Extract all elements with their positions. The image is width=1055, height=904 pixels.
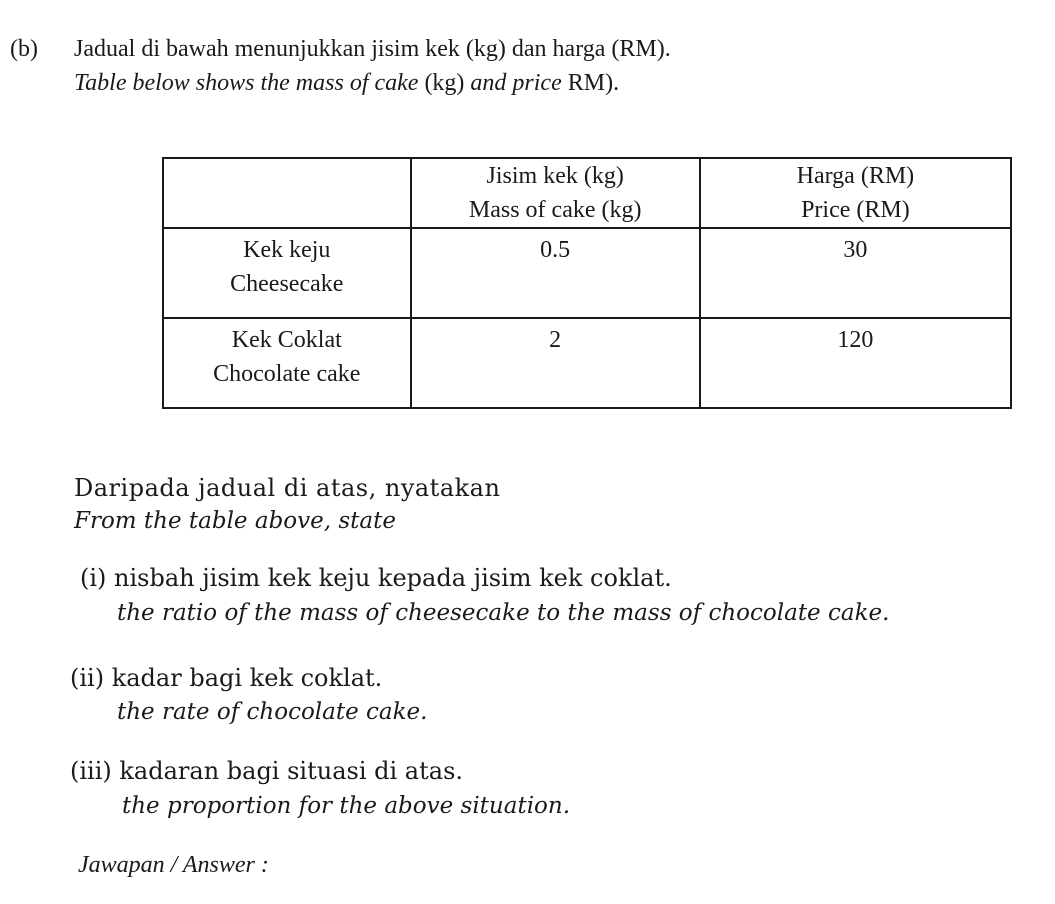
answer-label: Jawapan / Answer : (78, 852, 269, 878)
price-cell: 120 (700, 318, 1011, 408)
cake-table (162, 157, 1012, 409)
subquestion-1-malay: (i) nisbah jisim kek keju kepada jisim kek coklat. (80, 564, 672, 592)
part-label: (b) (10, 36, 38, 62)
subquestion-2-malay: (ii) kadar bagi kek coklat. (70, 664, 383, 692)
table-row (163, 228, 1011, 318)
row-label-ms: Kek keju (243, 237, 331, 263)
intro-malay: Jadual di bawah menunjukkan jisim kek (kg) dan harga (RM). (74, 36, 671, 62)
mass-cell: 2 (411, 318, 700, 408)
row-label-cell (163, 228, 411, 318)
subquestion-2-english: the rate of chocolate cake. (117, 699, 428, 725)
price-cell: 30 (700, 228, 1011, 318)
intro-english (74, 70, 619, 97)
subquestion-3-malay: (iii) kadaran bagi situasi di atas. (70, 757, 464, 785)
intro-english-part-a: Table below shows the mass of cake (74, 70, 419, 96)
row-label-en: Cheesecake (230, 271, 344, 297)
header-price-ms: Harga (RM) (796, 163, 915, 189)
instruction-english: From the table above, state (74, 508, 396, 534)
header-cell-price (700, 158, 1011, 228)
intro-english-part-d: RM). (561, 70, 620, 96)
row-label-en: Chocolate cake (213, 361, 361, 387)
instruction-malay: Daripada jadual di atas, nyatakan (74, 474, 501, 502)
subquestion-3-english: the proportion for the above situation. (122, 793, 571, 819)
header-mass-ms: Jisim kek (kg) (486, 163, 624, 189)
header-mass-en: Mass of cake (kg) (468, 197, 642, 223)
table-header-row (163, 158, 1011, 228)
intro-english-part-c: and price (470, 70, 562, 96)
row-label-ms: Kek Coklat (231, 327, 342, 353)
header-cell-mass (411, 158, 700, 228)
mass-cell: 0.5 (411, 228, 700, 318)
table-row (163, 318, 1011, 408)
header-cell-empty (163, 158, 411, 228)
header-price-en: Price (RM) (801, 197, 910, 223)
subquestion-1-english: the ratio of the mass of cheesecake to the mass of chocolate cake. (117, 600, 890, 626)
row-label-cell (163, 318, 411, 408)
intro-english-part-b: (kg) (418, 70, 471, 96)
